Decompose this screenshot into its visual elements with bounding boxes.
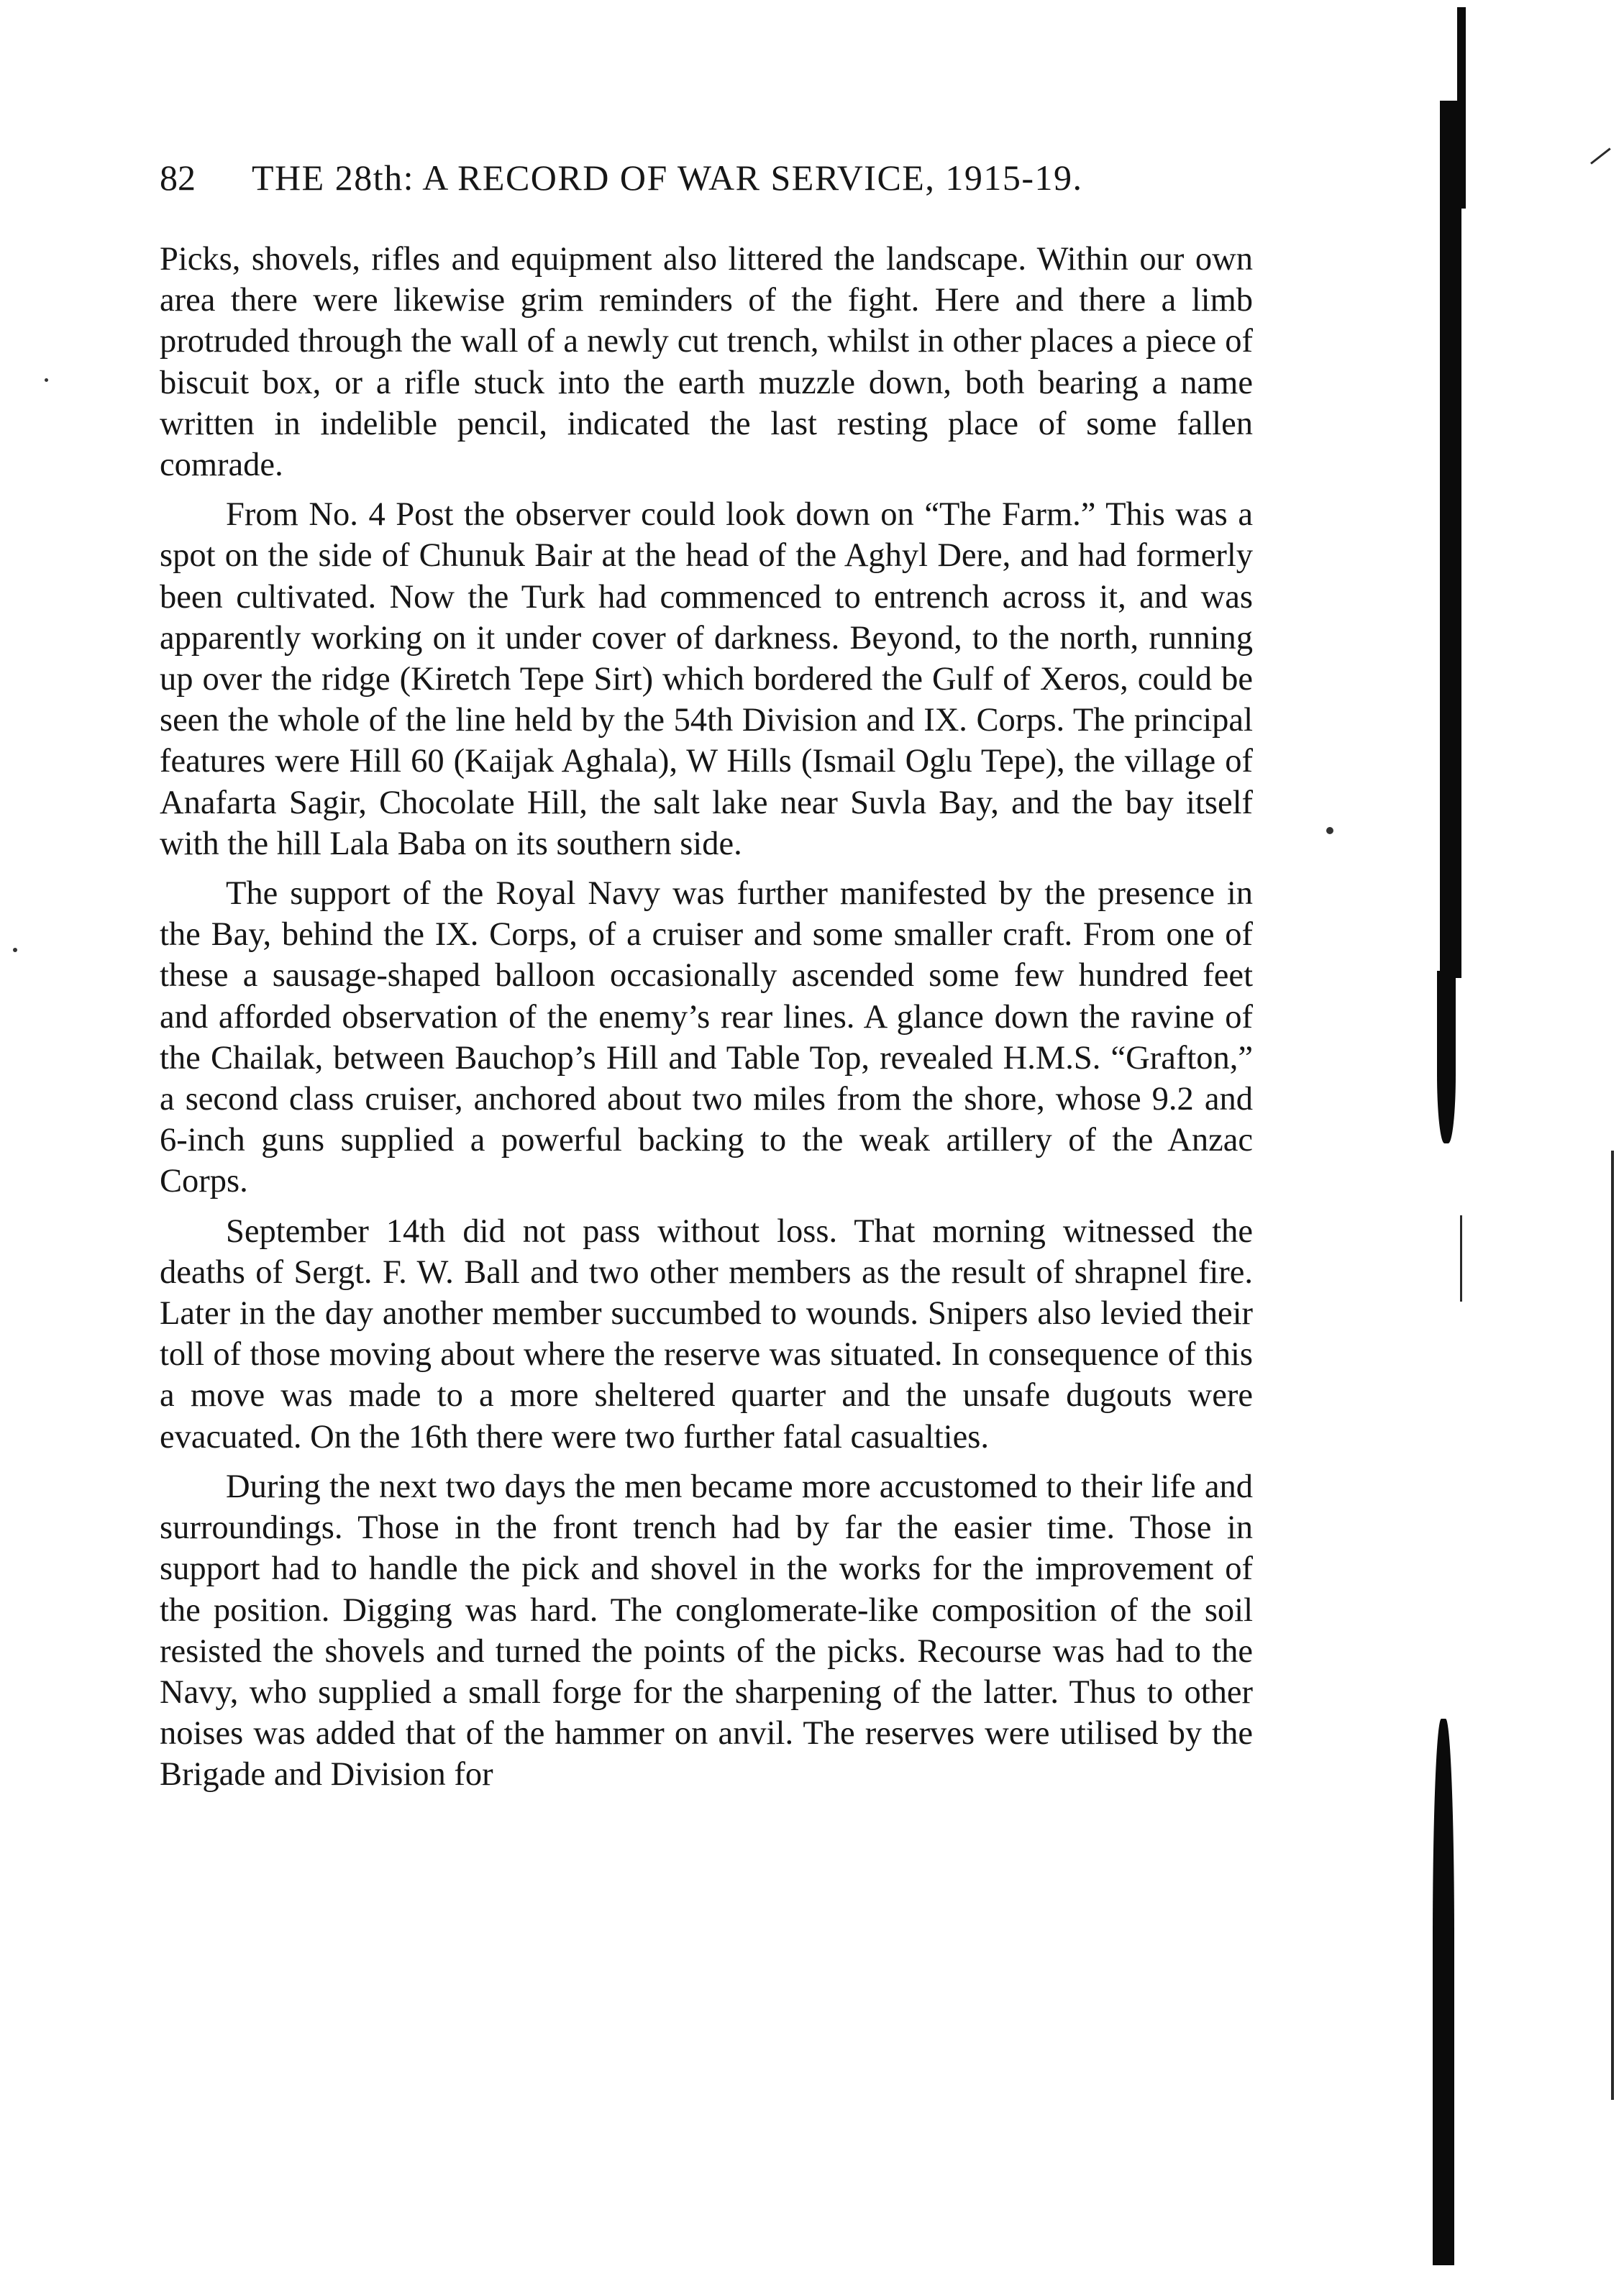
running-title: THE 28th: A RECORD OF WAR SERVICE, 1915-19. xyxy=(252,157,1083,198)
paragraph-3: The support of the Royal Navy was further manifested by the presence in the Bay, behind the IX. Corps, of a cruiser and some smaller craft. From one of these a sausage-shaped balloon occasionally ascended some few hundred feet and afforded observation of the enemy’s rear lines. A glance down the ravine of the Chailak, between Bauchop’s Hill and Table Top, revealed H.M.S. “Grafton,” a second class cruiser, anchored about two miles from the shore, whose 9.2 and 6-inch guns supplied a powerful backing to the weak artillery of the Anzac Corps. xyxy=(160,875,1253,1200)
scan-margin-mark xyxy=(1590,147,1611,164)
scan-edge-tick xyxy=(1460,1215,1462,1302)
body-text xyxy=(160,239,1253,1804)
scan-edge-shadow-lower xyxy=(1433,1719,1454,2265)
scan-speck-2 xyxy=(13,948,17,952)
paragraph-2: From No. 4 Post the observer could look down on “The Farm.” This was a spot on the side of Chunuk Bair at the head of the Aghyl Dere, and had formerly been cultivated. Now the Turk had commenced to entrench across it, and was apparently working on it under cover of darkness. Beyond, to the north, running up over the ridge (Kiretch Tepe Sirt) which bordered the Gulf of Xeros, could be seen the whole of the line held by the 54th Division and IX. Corps. The principal features were Hill 60 (Kaijak Aghala), W Hills (Ismail Oglu Tepe), the village of Anafarta Sagir, Chocolate Hill, the salt lake near Suvla Bay, and the bay itself with the hill Lala Baba on its southern side. xyxy=(160,496,1253,862)
running-header xyxy=(160,152,1253,203)
scan-edge-shadow-mid xyxy=(1437,971,1456,1143)
scan-speck-3 xyxy=(45,378,48,382)
paragraph-5: During the next two days the men became more accustomed to their life and surroundings. Those in the front trench had by far the easier time. Those in support had to handle the pick and shovel in the works for the improvement of the position. Digging was hard. The conglomerate-like composition of the soil resisted the shovels and turned the points of the picks. Recourse was had to the Navy, who supplied a small forge for the sharpening of the latter. Thus to other noises was added that of the hammer on anvil. The reserves were utilised by the Brigade and Division for xyxy=(160,1468,1253,1794)
scan-edge-line-mid xyxy=(1611,1151,1614,2100)
scan-speck-1 xyxy=(1326,827,1333,834)
paragraph-1: Picks, shovels, rifles and equipment also littered the landscape. Within our own area there were likewise grim reminders of the fight. Here and there a limb protruded through the wall of a newly cut trench, whilst in other places a piece of biscuit box, or a rifle stuck into the earth muzzle down, both bearing a name written in indelible pencil, indicated the last resting place of some fallen comrade. xyxy=(160,241,1253,484)
paragraph-4: September 14th did not pass without loss. That morning witnessed the deaths of Sergt. F. W. Ball and two other members as the result of shrapnel fire. Later in the day another member succumbed to wounds. Snipers also levied their toll of those moving about where the reserve was situated. In consequence of this a move was made to a more sheltered quarter and the unsafe dugouts were evacuated. On the 16th there were two further fatal casualties. xyxy=(160,1212,1253,1456)
page-number: 82 xyxy=(160,157,196,198)
scan-edge-shadow-upper xyxy=(1440,101,1461,978)
